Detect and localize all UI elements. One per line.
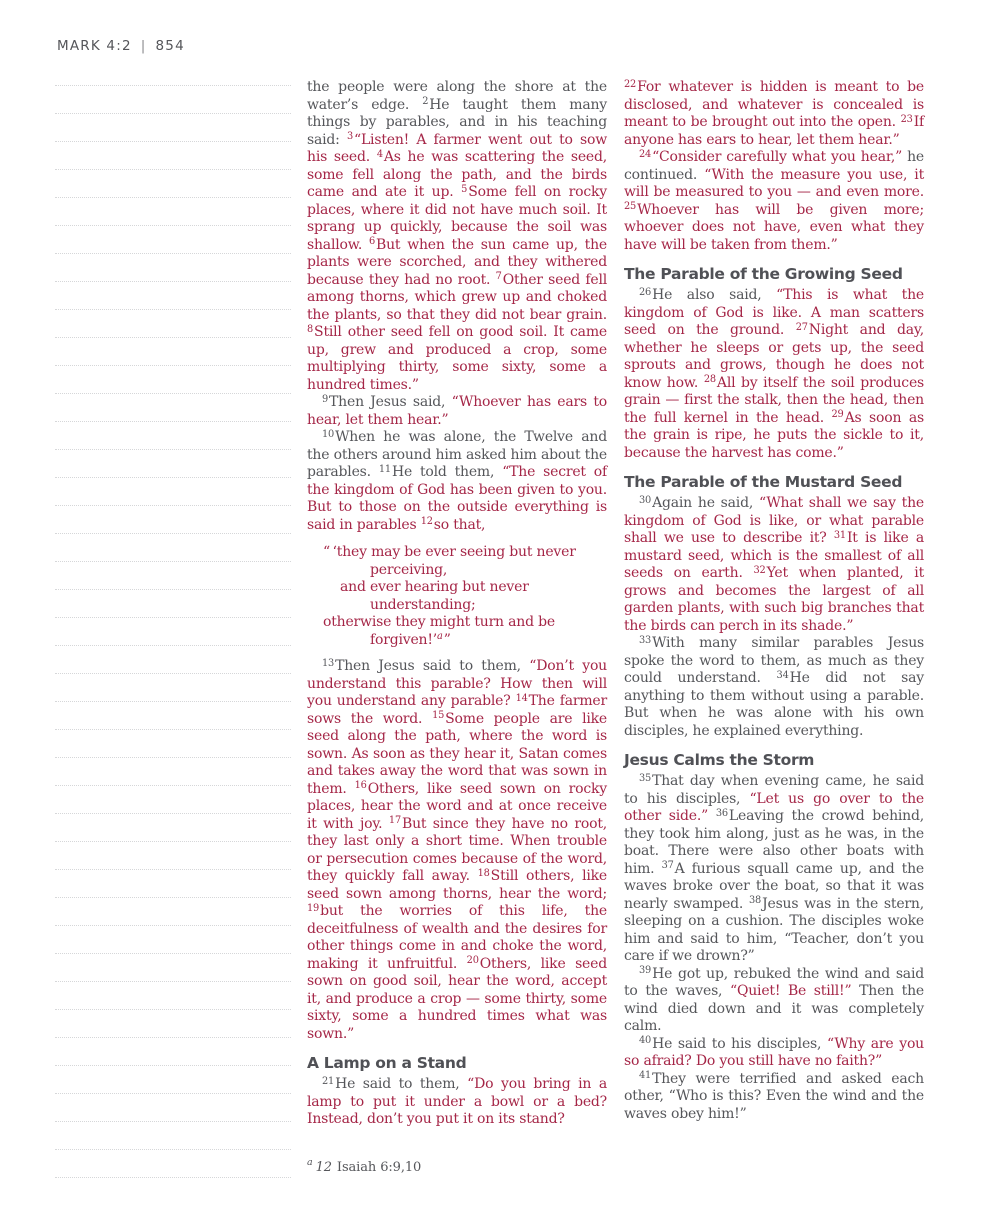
text-segment: “Why are you so afraid? Do you still have no faith?” [624, 1035, 924, 1069]
verse-number: 30 [639, 494, 652, 506]
text-segment: Still other seed fell on good soil. It came up, grew and produced a crop, some multiplying thirty, some sixty, some a hundred times.” [307, 324, 607, 393]
journal-line [55, 142, 291, 170]
verse-number: 11 [378, 463, 391, 475]
column-1 [307, 79, 607, 1129]
poetry-line [307, 614, 607, 632]
journal-line [55, 814, 291, 842]
text-segment: “Don’t you understand this parable? How then will you understand any parable? [307, 658, 607, 709]
text-segment: otherwise they might turn and be [323, 614, 555, 630]
journal-line [55, 870, 291, 898]
text-segment: “ ‘they may be ever seeing but never [323, 544, 576, 560]
verse-number: 9 [322, 393, 329, 405]
journal-line [55, 310, 291, 338]
journal-line [55, 730, 291, 758]
journal-line [55, 394, 291, 422]
verse-paragraph [307, 658, 607, 1043]
poetry-block [307, 544, 607, 649]
verse-number: 6 [368, 236, 376, 247]
section-heading: Jesus Calms the Storm [624, 751, 815, 769]
journal-line [55, 478, 291, 506]
text-segment: Leaving the crowd behind, they took him along, just as he was, in the boat. There were also other boats with him. [624, 808, 924, 877]
journal-line [55, 926, 291, 954]
text-segment: Still others, like seed sown among thorns, hear the word; [307, 868, 607, 902]
text-segment: understanding; [370, 596, 476, 613]
verse-paragraph [307, 79, 607, 394]
journal-line [55, 226, 291, 254]
verse-number: 39 [639, 965, 652, 976]
journal-line [55, 618, 291, 646]
text-segment: It is like a mustard seed, which is the smallest of all seeds on earth. [624, 530, 924, 581]
section-heading: A Lamp on a Stand [307, 1054, 467, 1072]
journal-line [55, 506, 291, 534]
journal-line [55, 562, 291, 590]
text-segment: For whatever is hidden is meant to be disclosed, and whatever is concealed is meant to be brought out into the open. [624, 79, 924, 130]
text-segment: All by itself the soil produces grain — first the stalk, then the head, then the full kernel in the head. [624, 374, 925, 426]
text-segment: Then Jesus said, [329, 394, 452, 410]
journal-line [55, 702, 291, 730]
text-segment: He did not say anything to them without using a parable. But when he was alone with his own disciples, he explained everything. [624, 670, 924, 739]
verse-number: 5 [461, 183, 468, 195]
journal-line [55, 1066, 291, 1094]
text-segment: so that, [433, 516, 486, 533]
text-segment: If anyone has ears to hear, let them hear.” [624, 114, 924, 148]
text-segment: With many similar parables Jesus spoke the word to them, as much as they could understand. [624, 635, 924, 686]
running-head-separator: | [140, 38, 147, 54]
poetry-line [307, 597, 607, 615]
verse-number: 29 [831, 409, 844, 420]
text-segment: He also said, [652, 287, 777, 303]
verse-number: 14 [515, 692, 528, 704]
text-segment: forgiven!’ [370, 631, 438, 648]
verse-number: 35 [639, 772, 652, 784]
text-segment: and ever hearing but never [340, 579, 529, 595]
journal-line [55, 1122, 291, 1150]
verse-paragraph [624, 1071, 924, 1124]
verse-number: 10 [322, 428, 335, 440]
verse-number: 23 [900, 113, 913, 125]
journal-line [55, 86, 291, 114]
text-segment: That day when evening came, he said to his disciples, [624, 773, 924, 807]
journal-note-lines [55, 58, 291, 1178]
text-segment: Jesus was in the stern, sleeping on a cushion. The disciples woke him and said to him, “Teacher, don’t you care if we drown?” [624, 895, 924, 964]
poetry-line [307, 579, 607, 597]
text-segment: “Consider carefully what you hear,” [652, 149, 903, 165]
text-segment: “Quiet! Be still!” [730, 983, 852, 999]
text-segment: But when the sun came up, the plants were scorched, and they withered because they had no root. [307, 236, 608, 288]
footnote-verse: 12 [315, 1160, 332, 1175]
journal-line [55, 898, 291, 926]
text-segment: but the worries of this life, the deceitfulness of wealth and the desires for other things come in and choke the word, making it unfruitful. [307, 903, 607, 972]
text-segment: The farmer sows the word. [307, 693, 607, 727]
text-segment: “Whoever has ears to hear, let them hear.” [307, 394, 607, 428]
journal-line [55, 422, 291, 450]
text-segment: “Listen! A farmer went out to sow his seed. [307, 131, 607, 165]
journal-line [55, 58, 291, 86]
verse-number: 13 [322, 657, 335, 669]
text-segment: perceiving, [370, 561, 448, 578]
verse-number: 28 [703, 374, 716, 385]
verse-paragraph [624, 635, 924, 740]
text-segment: “Do you bring in a lamp to put it under a bowl or a bed? Instead, don’t you put it on its stand? [307, 1076, 607, 1127]
journal-line [55, 114, 291, 142]
verse-number: 40 [639, 1035, 652, 1046]
verse-number: 34 [776, 669, 789, 681]
journal-line [55, 954, 291, 982]
text-segment: As he was scattering the seed, some fell along the path, and the birds came and ate it up. [307, 149, 608, 200]
journal-line [55, 198, 291, 226]
footnote [307, 1156, 422, 1175]
poetry-line [307, 632, 607, 650]
journal-line [55, 338, 291, 366]
journal-line [55, 786, 291, 814]
journal-line [55, 1038, 291, 1066]
journal-line [55, 590, 291, 618]
text-segment: Then Jesus said to them, [335, 658, 530, 674]
journal-line [55, 282, 291, 310]
text-segment: the people were along the shore at the water’s edge. [307, 79, 607, 113]
journal-line [55, 842, 291, 870]
verse-paragraph [624, 495, 924, 635]
text-segment: He taught them many things by parables, and in his teaching said: [307, 96, 608, 148]
text-segment: Some fell on rocky places, where it did not have much soil. It sprang up quickly, because the soil was shallow. [307, 184, 607, 253]
text-segment: “With the measure you use, it will be measured to you — and even more. [624, 166, 925, 200]
text-segment: “The secret of the kingdom of God has been given to you. But to those on the outside everything is said in parables [307, 464, 607, 533]
verse-number: 15 [432, 710, 445, 721]
text-segment: Yet when planted, it grows and becomes the largest of all garden plants, with such big branches that the birds can perch in its shade.” [624, 565, 924, 634]
verse-number: 38 [749, 895, 762, 906]
verse-paragraph [624, 966, 924, 1036]
text-segment: Then the wind died down and it was completely calm. [624, 983, 924, 1034]
verse-number: 2 [422, 96, 429, 107]
text-segment: He told them, [391, 464, 503, 480]
verse-paragraph [624, 773, 924, 966]
verse-number: 17 [388, 815, 401, 826]
verse-number: 37 [661, 860, 674, 871]
verse-number: 25 [624, 201, 637, 212]
verse-number: 24 [639, 148, 652, 160]
journal-line [55, 170, 291, 198]
verse-paragraph [624, 79, 924, 149]
verse-paragraph [624, 287, 924, 462]
journal-line [55, 982, 291, 1010]
journal-line [55, 674, 291, 702]
text-segment: Other seed fell among thorns, which grew up and choked the plants, so that they did not bear grain. [307, 271, 607, 323]
verse-number: 31 [833, 529, 846, 541]
verse-number: 12 [420, 516, 433, 527]
section-heading: The Parable of the Growing Seed [624, 265, 903, 283]
text-segment: But since they have no root, they last only a short time. When trouble or persecution comes because of the word, they quickly fall away. [307, 815, 607, 884]
verse-number: 3 [346, 131, 353, 142]
verse-number: 7 [495, 271, 502, 282]
text-segment: He said to them, [335, 1076, 468, 1092]
journal-line [55, 1150, 291, 1178]
poetry-line [307, 544, 607, 562]
footnote-text: Isaiah 6:9,10 [336, 1160, 422, 1175]
text-segment: He got up, rebuked the wind and said to the waves, [624, 965, 924, 999]
verse-paragraph [307, 394, 607, 429]
verse-number: 8 [307, 323, 314, 335]
verse-number: 19 [307, 902, 320, 914]
journal-line [55, 1094, 291, 1122]
verse-paragraph [307, 429, 607, 534]
verse-number: 4 [376, 148, 383, 160]
text-segment: ” [443, 631, 451, 648]
text-segment: “What shall we say the kingdom of God is like, or what parable shall we use to describe it? [624, 495, 924, 546]
verse-number: 26 [639, 286, 652, 298]
running-head-page-number: 854 [155, 38, 185, 54]
running-head-reference: MARK 4:2 [57, 38, 132, 54]
text-columns [307, 79, 924, 1129]
journal-line [55, 366, 291, 394]
text-segment: he continued. [624, 149, 924, 183]
journal-line [55, 646, 291, 674]
verse-number: 36 [715, 807, 728, 819]
verse-number: 41 [639, 1070, 652, 1081]
text-segment: Others, like seed sown on good soil, hear the word, accept it, and produce a crop — some thirty, some sixty, some a hundred times what was sown.” [307, 955, 607, 1042]
verse-number: 22 [624, 78, 637, 90]
verse-paragraph [307, 1076, 607, 1129]
poetry-line [307, 562, 607, 580]
verse-paragraph [624, 149, 924, 254]
text-segment: Night and day, whether he sleeps or gets up, the seed sprouts and grows, though he does not know how. [624, 322, 924, 391]
journal-line [55, 1010, 291, 1038]
text-segment: When he was alone, the Twelve and the others around him asked him about the parables. [307, 429, 607, 480]
verse-number: 20 [466, 955, 479, 966]
footnote-marker: a [307, 1156, 313, 1168]
verse-number: 27 [795, 321, 808, 333]
text-segment: “Let us go over to the other side.” [624, 790, 924, 824]
text-segment: Others, like seed sown on rocky places, hear the word and at once receive it with joy. [307, 780, 608, 832]
verse-number: 16 [354, 780, 367, 791]
journal-line [55, 534, 291, 562]
text-segment: “This is what the kingdom of God is like. A man scatters seed on the ground. [624, 287, 925, 338]
verse-number: 18 [477, 867, 490, 879]
text-segment: As soon as the grain is ripe, he puts the sickle to it, because the harvest has come.” [624, 409, 924, 461]
journal-line [55, 450, 291, 478]
verse-number: 21 [322, 1075, 335, 1087]
running-head [57, 38, 185, 54]
verse-paragraph [624, 1036, 924, 1071]
text-segment: Some people are like seed along the path, where the word is sown. As soon as they hear it, Satan comes and takes away the word that was sown in them. [307, 710, 607, 797]
verse-number: 32 [753, 564, 766, 576]
text-segment: Whoever has will be given more; whoever does not have, even what they have will be taken from them.” [624, 201, 924, 253]
text-segment: A furious squall came up, and the waves broke over the boat, so that it was nearly swamped. [624, 860, 925, 912]
journal-line [55, 254, 291, 282]
verse-number: 33 [639, 634, 652, 646]
column-2 [624, 79, 924, 1129]
text-segment: Again he said, [652, 495, 759, 511]
journal-line [55, 758, 291, 786]
section-heading: The Parable of the Mustard Seed [624, 473, 903, 491]
footnote-reference-marker: a [437, 631, 443, 642]
text-segment: They were terrified and asked each other, “Who is this? Even the wind and the waves obey him!” [624, 1070, 924, 1122]
text-segment: He said to his disciples, [652, 1035, 827, 1052]
